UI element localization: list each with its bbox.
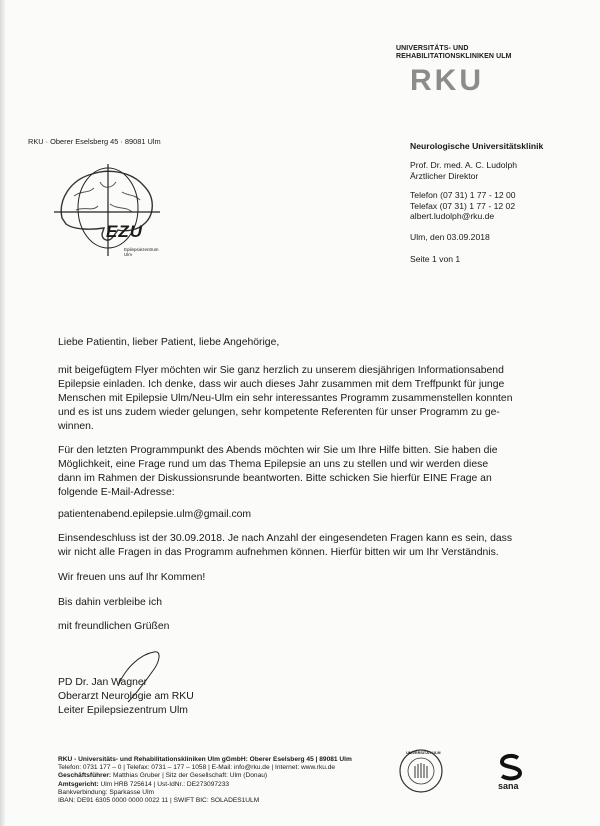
sana-s-icon bbox=[494, 752, 528, 782]
paragraph-1-line: winnen. bbox=[58, 421, 94, 432]
brain-icon bbox=[52, 160, 162, 260]
sana-text: sana bbox=[498, 781, 519, 791]
phone-number: Telefon (07 31) 1 77 - 12 00 bbox=[410, 190, 516, 200]
footer-court bbox=[58, 781, 418, 789]
paragraph-3-line: wir nicht alle Fragen in das Programm aufnehmen können. Hierfür bitten wir um Ihr Verständnis. bbox=[58, 547, 499, 558]
footer-court-label: Amtsgericht: bbox=[58, 780, 99, 788]
footer-management bbox=[58, 772, 418, 780]
department-name: Neurologische Universitätsklinik bbox=[410, 141, 544, 151]
place-date: Ulm, den 03.09.2018 bbox=[410, 232, 490, 242]
signer-role-1: Oberarzt Neurologie am RKU bbox=[58, 691, 194, 702]
rku-logo: RKU bbox=[410, 64, 484, 97]
fax-number: Telefax (07 31) 1 77 - 12 02 bbox=[410, 200, 516, 211]
footer-management-label: Geschäftsführer: bbox=[58, 772, 112, 780]
university-seal bbox=[398, 748, 444, 794]
paragraph-1 bbox=[58, 364, 532, 434]
paragraph-1-line: mit beigefügtem Flyer möchten wir Sie ganz herzlich zu unserem diesjährigen Informationsabend bbox=[58, 365, 504, 376]
footer-contact: Telefon: 0731 177 – 0 | Telefax: 0731 – 177 – 1058 | E-Mail: info@rku.de | Internet: www.rku.de bbox=[58, 764, 336, 772]
closing-line-1: Wir freuen uns auf Ihr Kommen! bbox=[58, 572, 206, 583]
signer-name: PD Dr. Jan Wagner bbox=[58, 677, 148, 688]
paragraph-3-line: Einsendeschluss ist der 30.09.2018. Je nach Anzahl der eingesendeten Fragen kann es sein, dass bbox=[58, 533, 513, 544]
paragraph-3 bbox=[58, 532, 532, 560]
ezu-logo-subtitle: Epilepsiezentrum Ulm bbox=[124, 247, 159, 257]
signer-role-2: Leiter Epilepsiezentrum Ulm bbox=[58, 705, 188, 716]
ezu-logo bbox=[52, 160, 162, 260]
institution-line-2: REHABILITATIONSKLINIKEN ULM bbox=[396, 53, 512, 60]
footer-court-value: Ulm HRB 725614 | Ust-IdNr.: DE273097233 bbox=[98, 780, 230, 788]
question-email-link[interactable]: patientenabend.epilepsie.ulm@gmail.com bbox=[58, 509, 252, 520]
sender-line: RKU · Oberer Eselsberg 45 · 89081 Ulm bbox=[28, 137, 161, 146]
paragraph-1-line: Epilepsie einladen. Ich denke, dass wir auch dieses Jahr zusammen mit dem Treffpunkt für junge bbox=[58, 379, 505, 390]
footer-management-value: Matthias Gruber | Sitz der Gesellschaft: Ulm (Donau) bbox=[111, 772, 268, 780]
seal-text: UNIVERSITÄT ULM bbox=[406, 751, 441, 755]
page-number: Seite 1 von 1 bbox=[410, 254, 461, 264]
contact-email[interactable]: albert.ludolph@rku.de bbox=[410, 211, 495, 221]
paragraph-2-line: folgende E-Mail-Adresse: bbox=[58, 487, 175, 498]
director-block bbox=[410, 160, 517, 181]
paragraph-2-line: Für den letzten Programmpunkt des Abends möchten wir Sie um Ihre Hilfe bitten. Sie haben die bbox=[58, 445, 498, 456]
salutation: Liebe Patientin, lieber Patient, liebe Angehörige, bbox=[58, 337, 280, 348]
sana-logo bbox=[494, 752, 528, 796]
institution-line-1: UNIVERSITÄTS- UND bbox=[396, 45, 469, 52]
paragraph-1-line: und es ist uns zudem wieder gelungen, sehr kompetente Referenten für unser Programm zu ge- bbox=[58, 407, 500, 418]
paragraph-1-line: Menschen mit Epilepsie Ulm/Neu-Ulm ein sehr interessantes Programm zusammenstellen konnten bbox=[58, 393, 513, 404]
paragraph-2-line: Möglichkeit, eine Frage rund um das Thema Epilepsie an uns zu stellen und wir werden diese bbox=[58, 459, 489, 470]
ezu-logo-text: EZU bbox=[106, 222, 143, 241]
footer bbox=[58, 756, 418, 805]
footer-company: RKU - Universitäts- und Rehabilitationskliniken Ulm gGmbH: Oberer Eselsberg 45 | 89081 Ulm bbox=[58, 756, 352, 763]
footer-iban: IBAN: DE91 6305 0000 0000 0022 11 | SWIFT BIC: SOLADES1ULM bbox=[58, 797, 260, 805]
closing-line-3: mit freundlichen Grüßen bbox=[58, 621, 170, 632]
institution-name bbox=[396, 45, 512, 61]
paragraph-2-line: dann im Rahmen der Diskussionsrunde beantworten. Bitte schicken Sie hierfür EINE Frage an bbox=[58, 473, 492, 484]
paragraph-2 bbox=[58, 444, 532, 500]
director-title: Ärztlicher Direktor bbox=[410, 170, 479, 181]
director-name: Prof. Dr. med. A. C. Ludolph bbox=[410, 160, 517, 170]
closing-line-2: Bis dahin verbleibe ich bbox=[58, 597, 162, 608]
scan-edge bbox=[0, 0, 6, 826]
footer-bank: Bankverbindung: Sparkasse Ulm bbox=[58, 788, 155, 796]
signature-block bbox=[58, 676, 194, 718]
contact-block bbox=[410, 190, 516, 222]
